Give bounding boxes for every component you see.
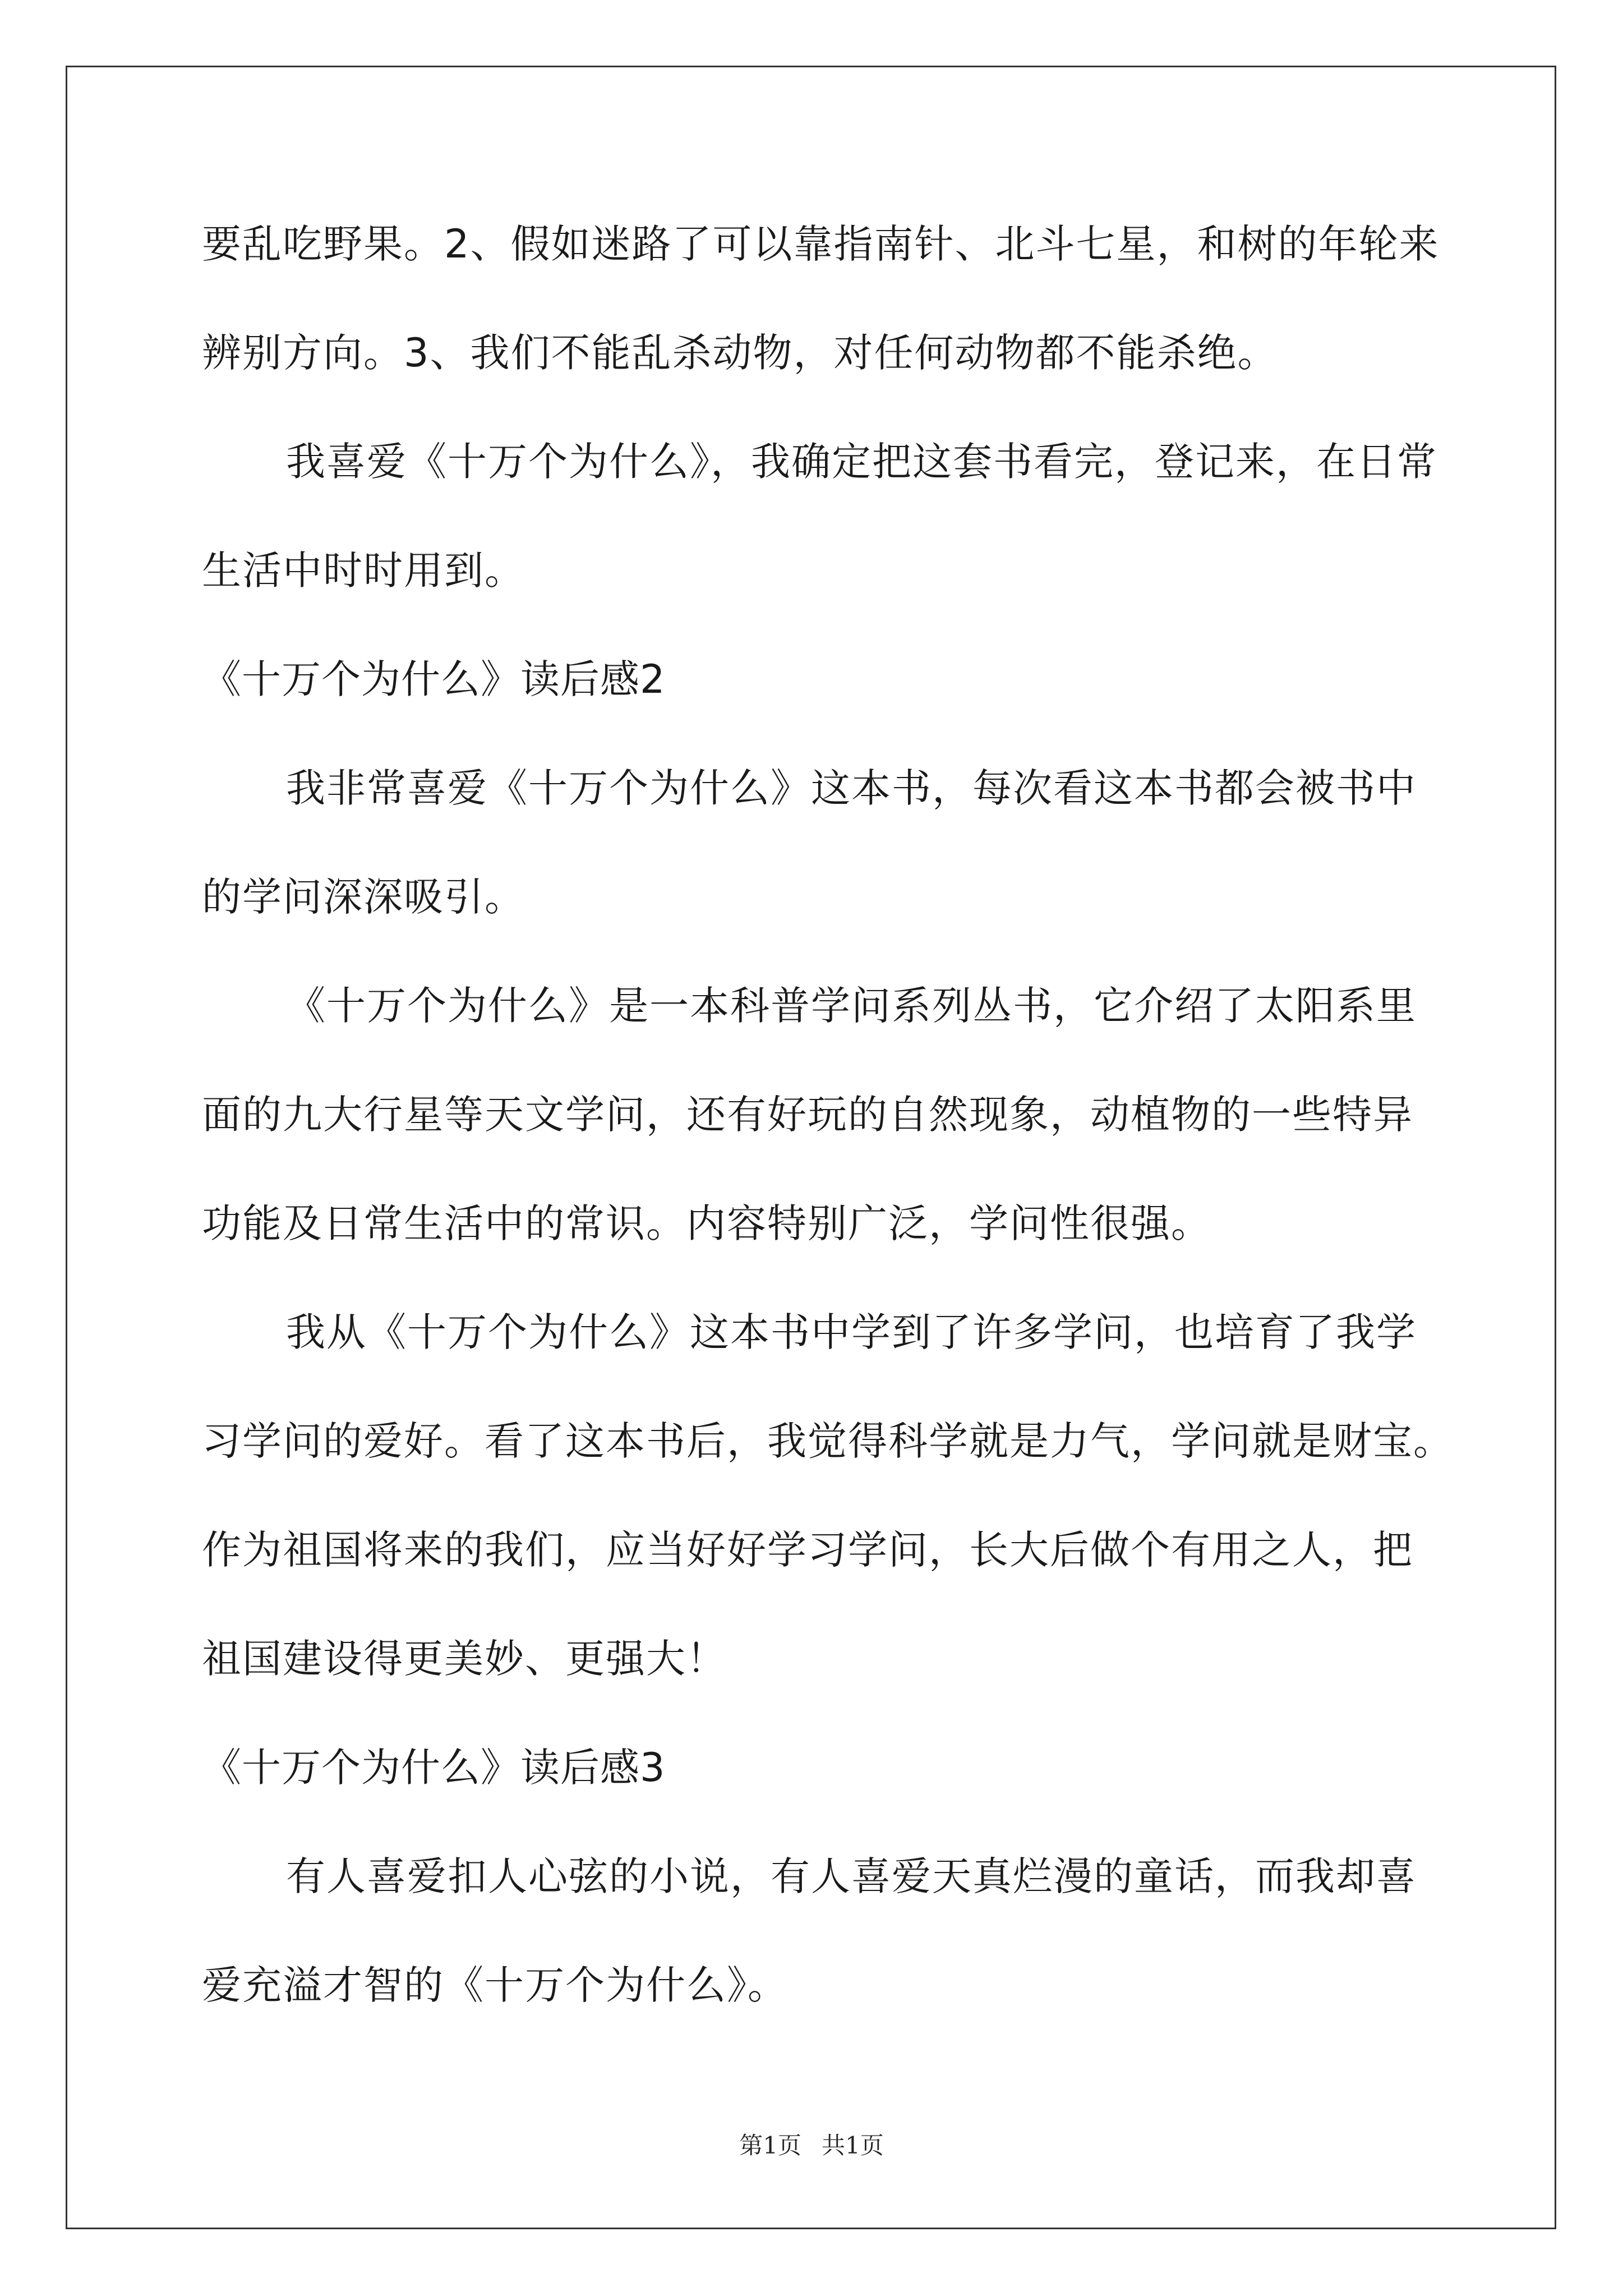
text-line: 祖国建设得更美妙、更强大！	[202, 1636, 727, 1682]
text-line: 我从《十万个为什么》这本书中学到了许多学问，也培育了我学	[286, 1309, 1417, 1355]
section-heading: 《十万个为什么》读后感3	[202, 1745, 666, 1791]
text-line: 有人喜爱扣人心弦的小说，有人喜爱天真烂漫的童话，而我却喜	[286, 1853, 1417, 1899]
text-line: 习学问的爱好。看了这本书后，我觉得科学就是力气，学问就是财宝。	[202, 1418, 1454, 1464]
text-line: 要乱吃野果。2、假如迷路了可以靠指南针、北斗七星，和树的年轮来	[202, 221, 1440, 267]
text-line: 生活中时时用到。	[202, 547, 525, 593]
section-heading: 《十万个为什么》读后感2	[202, 656, 666, 702]
page-number: 第1页	[739, 2132, 801, 2159]
text-line: 作为祖国将来的我们，应当好好学习学问，长大后做个有用之人，把	[202, 1527, 1413, 1573]
text-line: 功能及日常生活中的常识。内容特别广泛，学问性很强。	[202, 1200, 1211, 1246]
text-line: 辨别方向。3、我们不能乱杀动物，对任何动物都不能杀绝。	[202, 330, 1278, 376]
text-line: 面的九大行星等天文学问，还有好玩的自然现象，动植物的一些特异	[202, 1092, 1413, 1138]
text-line: 我非常喜爱《十万个为什么》这本书，每次看这本书都会被书中	[286, 765, 1417, 811]
text-line: 《十万个为什么》是一本科普学问系列丛书，它介绍了太阳系里	[286, 983, 1417, 1029]
page-footer	[0, 2129, 1623, 2162]
text-line: 的学问深深吸引。	[202, 874, 525, 920]
text-line: 我喜爱《十万个为什么》，我确定把这套书看完，登记来，在日常	[286, 439, 1437, 485]
page-border	[66, 66, 1556, 2229]
page-total: 共1页	[822, 2132, 884, 2159]
text-line: 爱充溢才智的《十万个为什么》。	[202, 1962, 788, 2008]
